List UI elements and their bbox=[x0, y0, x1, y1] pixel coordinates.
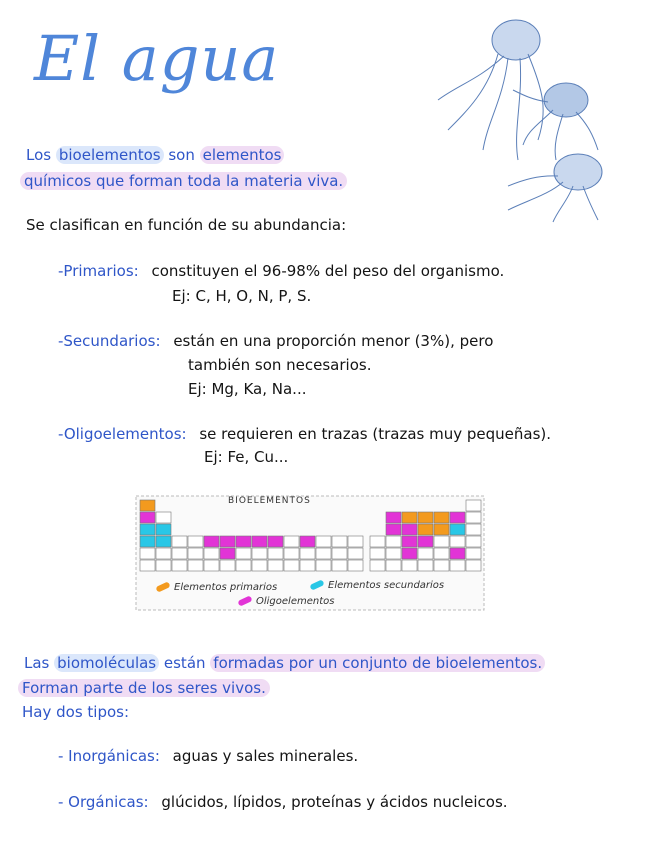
intro-line-2: químicos que forman toda la materia viva. bbox=[20, 172, 347, 190]
secundarios-ej: Ej: Mg, Ka, Na... bbox=[188, 380, 307, 398]
biomol-line-1: Las biomoléculas están formadas por un conjunto de bioelementos. bbox=[24, 654, 545, 672]
secundarios-line: -Secundarios: están en una proporción menor (3%), pero bbox=[58, 332, 494, 350]
primarios-ej: Ej: C, H, O, N, P, S. bbox=[172, 287, 312, 305]
term-biomoleculas: biomoléculas bbox=[54, 654, 159, 672]
magenta-swatch-icon bbox=[237, 595, 252, 606]
term-formadas: formadas por un conjunto de bioelementos. bbox=[210, 654, 545, 672]
organicas-label: - Orgánicas: bbox=[58, 793, 149, 811]
legend-secundarios: Elementos secundarios bbox=[310, 580, 444, 591]
organicas-line: - Orgánicas: glúcidos, lípidos, proteínas y ácidos nucleicos. bbox=[58, 793, 508, 811]
oligo-ej: Ej: Fe, Cu... bbox=[204, 448, 289, 466]
legend-oligo: Oligoelementos bbox=[238, 596, 334, 607]
inorganicas-label: - Inorgánicas: bbox=[58, 747, 160, 765]
primarios-line: -Primarios: constituyen el 96-98% del peso del organismo. bbox=[58, 262, 505, 280]
classify-text: Se clasifican en función de su abundancia: bbox=[26, 216, 347, 234]
secundarios-label: -Secundarios: bbox=[58, 332, 161, 350]
legend-primarios: Elementos primarios bbox=[156, 582, 277, 593]
intro-line-1: Los bioelementos son elementos bbox=[26, 146, 284, 164]
page-title: El agua bbox=[34, 22, 280, 95]
secundarios-line-2: también son necesarios. bbox=[188, 356, 372, 374]
term-elementos: elementos bbox=[200, 146, 285, 164]
biomol-line-2: Forman parte de los seres vivos. bbox=[18, 679, 270, 697]
oligo-line: -Oligoelementos: se requieren en trazas (trazas muy pequeñas). bbox=[58, 425, 552, 443]
biomol-line-3: Hay dos tipos: bbox=[22, 703, 130, 721]
term-bioelementos: bioelementos bbox=[56, 146, 164, 164]
oligo-label: -Oligoelementos: bbox=[58, 425, 187, 443]
primarios-label: -Primarios: bbox=[58, 262, 139, 280]
inorganicas-line: - Inorgánicas: aguas y sales minerales. bbox=[58, 747, 359, 765]
cyan-swatch-icon bbox=[309, 579, 324, 590]
periodic-table-title: BIOELEMENTOS bbox=[228, 496, 311, 506]
jellyfish-illustration bbox=[428, 10, 608, 225]
orange-swatch-icon bbox=[155, 581, 170, 592]
